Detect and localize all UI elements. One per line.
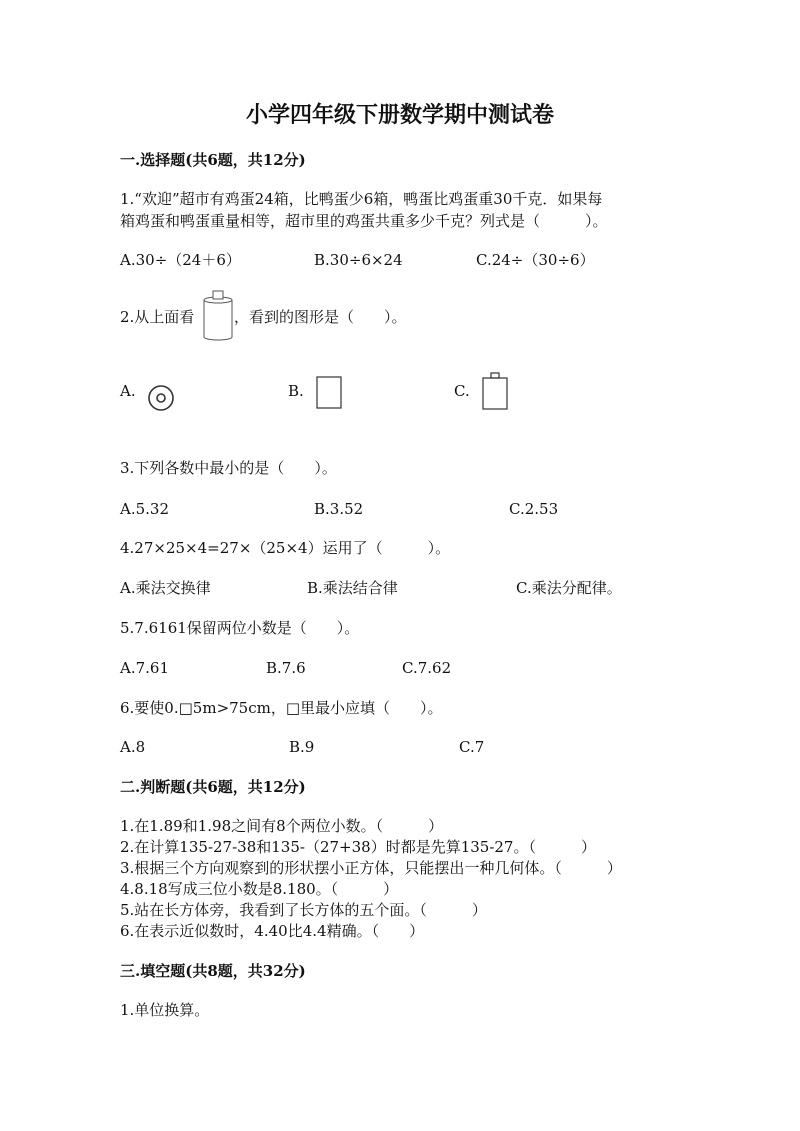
question-2-stem-after: ，看到的图形是（ ）。 [234, 308, 407, 326]
section-heading-fill-blank: 三.填空题(共8题，共32分) [120, 962, 306, 980]
page-title: 小学四年级下册数学期中测试卷 [245, 102, 554, 128]
question-5-option-c: C.7.62 [402, 659, 452, 677]
judgement-item-2: 2.在计算135-27-38和135-（27+38）时都是先算135-27。（ ） [120, 838, 596, 856]
question-3-option-a: A.5.32 [120, 500, 169, 518]
rectangle-with-tab-icon [480, 370, 510, 412]
question-3-option-c: C.2.53 [509, 500, 559, 518]
question-6-stem: 6.要使0.□5m>75cm，□里最小应填（ ）。 [120, 699, 443, 717]
question-2-option-b: B. [288, 382, 304, 400]
judgement-item-3: 3.根据三个方向观察到的形状摆小正方体，只能摆出一种几何体。（ ） [120, 859, 622, 877]
question-3-option-b: B.3.52 [314, 500, 364, 518]
question-4-option-c: C.乘法分配律。 [516, 579, 622, 597]
question-1-line1: 1.“欢迎”超市有鸡蛋24箱，比鸭蛋少6箱，鸭蛋比鸡蛋重30千克．如果每 [120, 190, 603, 208]
judgement-item-6: 6.在表示近似数时，4.40比4.4精确。（ ） [120, 922, 425, 940]
question-5-option-b: B.7.6 [266, 659, 306, 677]
question-2-stem-before: 2.从上面看 [120, 308, 195, 326]
question-4-stem: 4.27×25×4=27×（25×4）运用了（ ）。 [120, 539, 451, 557]
judgement-item-5: 5.站在长方体旁，我看到了长方体的五个面。（ ） [120, 901, 487, 919]
judgement-item-1: 1.在1.89和1.98之间有8个两位小数。（ ） [120, 817, 444, 835]
question-1-option-b: B.30÷6×24 [314, 251, 403, 269]
fill-blank-item-1: 1.单位换算。 [120, 1001, 210, 1019]
question-5-option-a: A.7.61 [120, 659, 169, 677]
section-heading-choice: 一.选择题(共6题，共12分) [120, 151, 306, 169]
concentric-circle-icon [146, 383, 176, 413]
question-5-stem: 5.7.6161保留两位小数是（ ）。 [120, 619, 360, 637]
question-4-option-b: B.乘法结合律 [307, 579, 398, 597]
cylinder-with-cap-icon [200, 288, 236, 344]
rectangle-icon [314, 375, 344, 411]
question-6-option-c: C.7 [459, 738, 485, 756]
question-3-stem: 3.下列各数中最小的是（ ）。 [120, 459, 337, 477]
question-2-option-c: C. [454, 382, 470, 400]
question-6-option-b: B.9 [289, 738, 315, 756]
question-1-line2: 箱鸡蛋和鸭蛋重量相等，超市里的鸡蛋共重多少千克？列式是（ ）。 [120, 212, 608, 230]
question-1-option-c: C.24÷（30÷6） [476, 251, 595, 269]
question-6-option-a: A.8 [120, 738, 146, 756]
question-2-option-a: A. [120, 382, 136, 400]
section-heading-judgement: 二.判断题(共6题，共12分) [120, 778, 306, 796]
judgement-item-4: 4.8.18写成三位小数是8.180。（ ） [120, 880, 399, 898]
question-1-option-a: A.30÷（24＋6） [120, 251, 241, 269]
question-4-option-a: A.乘法交换律 [120, 579, 211, 597]
